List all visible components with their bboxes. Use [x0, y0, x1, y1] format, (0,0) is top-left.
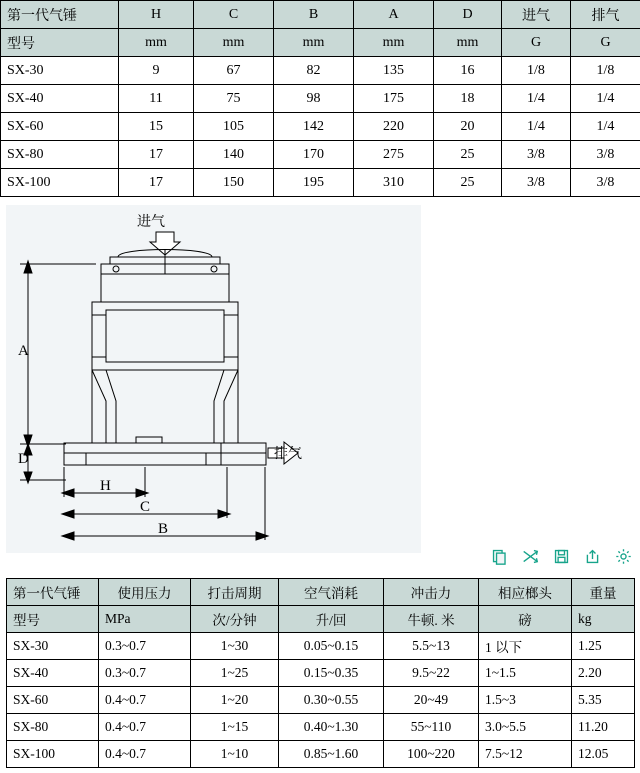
- table-cell: 16: [434, 57, 502, 85]
- table-cell: SX-80: [7, 714, 99, 741]
- table-cell: 0.30~0.55: [279, 687, 384, 714]
- table-cell: SX-30: [1, 57, 119, 85]
- table-cell: 0.40~1.30: [279, 714, 384, 741]
- table-cell: 1/8: [502, 57, 571, 85]
- table-cell: 105: [194, 113, 274, 141]
- table-cell: 17: [119, 169, 194, 197]
- table-cell: 310: [354, 169, 434, 197]
- table-cell: 3/8: [571, 141, 640, 169]
- header-cell: 第一代气锤: [1, 1, 119, 29]
- table-cell: 195: [274, 169, 354, 197]
- header-cell: mm: [274, 29, 354, 57]
- table-row: [7, 714, 635, 741]
- diagram-dim-h: H: [100, 478, 111, 494]
- header-cell: 使用压力: [99, 579, 191, 606]
- header-cell: mm: [354, 29, 434, 57]
- header-cell: mm: [194, 29, 274, 57]
- table-cell: 9: [119, 57, 194, 85]
- table-cell: 5.35: [572, 687, 635, 714]
- table-cell: 12.05: [572, 741, 635, 768]
- header-cell: 升/回: [279, 606, 384, 633]
- header-cell: H: [119, 1, 194, 29]
- table-cell: SX-30: [7, 633, 99, 660]
- table-cell: 25: [434, 141, 502, 169]
- table-cell: SX-100: [1, 169, 119, 197]
- table-cell: SX-100: [7, 741, 99, 768]
- table-cell: SX-60: [1, 113, 119, 141]
- table-cell: 0.4~0.7: [99, 687, 191, 714]
- product-dimension-diagram: [6, 205, 421, 553]
- toolbar: [491, 548, 632, 565]
- header-cell: 进气: [502, 1, 571, 29]
- table-cell: 1.5~3: [479, 687, 572, 714]
- settings-icon[interactable]: [615, 548, 632, 565]
- diagram-dim-a: A: [18, 343, 29, 359]
- table-cell: 3/8: [502, 141, 571, 169]
- table-subheader-row: [1, 29, 640, 57]
- table-cell: 175: [354, 85, 434, 113]
- header-cell: mm: [434, 29, 502, 57]
- table-cell: 1/4: [502, 85, 571, 113]
- table-cell: 3/8: [502, 169, 571, 197]
- table-cell: 3/8: [571, 169, 640, 197]
- header-cell: 次/分钟: [191, 606, 279, 633]
- table-cell: 1~10: [191, 741, 279, 768]
- header-cell: 牛顿. 米: [384, 606, 479, 633]
- table-cell: 75: [194, 85, 274, 113]
- diagram-label-inlet: 进气: [137, 215, 165, 230]
- table-cell: 98: [274, 85, 354, 113]
- table-cell: 140: [194, 141, 274, 169]
- header-cell: G: [502, 29, 571, 57]
- table-cell: 1/8: [571, 57, 640, 85]
- table-cell: SX-60: [7, 687, 99, 714]
- table-row: [1, 85, 640, 113]
- table-cell: 15: [119, 113, 194, 141]
- table-header-row: [1, 1, 640, 29]
- copy-icon[interactable]: [491, 548, 508, 565]
- table-cell: 9.5~22: [384, 660, 479, 687]
- table-cell: 20: [434, 113, 502, 141]
- table-cell: 0.15~0.35: [279, 660, 384, 687]
- header-cell: 型号: [7, 606, 99, 633]
- table-cell: 0.85~1.60: [279, 741, 384, 768]
- table-cell: SX-40: [7, 660, 99, 687]
- table-cell: 1~1.5: [479, 660, 572, 687]
- header-cell: 型号: [1, 29, 119, 57]
- table-cell: 11.20: [572, 714, 635, 741]
- header-cell: D: [434, 1, 502, 29]
- table-cell: 142: [274, 113, 354, 141]
- diagram-dim-d: D: [18, 451, 29, 467]
- table-cell: 0.05~0.15: [279, 633, 384, 660]
- table-cell: 135: [354, 57, 434, 85]
- table-cell: 1~20: [191, 687, 279, 714]
- table-row: [1, 141, 640, 169]
- header-cell: B: [274, 1, 354, 29]
- table-cell: 17: [119, 141, 194, 169]
- header-cell: C: [194, 1, 274, 29]
- table-header-row: [7, 579, 635, 606]
- header-cell: 磅: [479, 606, 572, 633]
- header-cell: kg: [572, 606, 635, 633]
- table-row: [1, 57, 640, 85]
- table-row: [1, 169, 640, 197]
- diagram-label-outlet: 排气: [274, 447, 302, 462]
- table-cell: 3.0~5.5: [479, 714, 572, 741]
- table-cell: 18: [434, 85, 502, 113]
- table-cell: 150: [194, 169, 274, 197]
- table-cell: 0.4~0.7: [99, 714, 191, 741]
- table-cell: 1/4: [502, 113, 571, 141]
- table-subheader-row: [7, 606, 635, 633]
- table-cell: 7.5~12: [479, 741, 572, 768]
- diagram-dim-c: C: [140, 499, 151, 515]
- table-row: [7, 660, 635, 687]
- table-cell: 100~220: [384, 741, 479, 768]
- table-cell: 20~49: [384, 687, 479, 714]
- save-icon[interactable]: [553, 548, 570, 565]
- bottom-spec-table: [6, 578, 635, 768]
- table-cell: 1~30: [191, 633, 279, 660]
- table-cell: 1/4: [571, 85, 640, 113]
- table-cell: 5.5~13: [384, 633, 479, 660]
- header-cell: A: [354, 1, 434, 29]
- header-cell: G: [571, 29, 640, 57]
- table-cell: 1~25: [191, 660, 279, 687]
- table-cell: 275: [354, 141, 434, 169]
- table-cell: 82: [274, 57, 354, 85]
- table-cell: 170: [274, 141, 354, 169]
- table-row: [7, 741, 635, 768]
- table-cell: SX-80: [1, 141, 119, 169]
- table-row: [7, 633, 635, 660]
- share-icon[interactable]: [584, 548, 601, 565]
- table-cell: 11: [119, 85, 194, 113]
- header-cell: 冲击力: [384, 579, 479, 606]
- table-cell: 2.20: [572, 660, 635, 687]
- table-cell: 1/4: [571, 113, 640, 141]
- table-cell: 55~110: [384, 714, 479, 741]
- header-cell: 空气消耗: [279, 579, 384, 606]
- table-row: [1, 113, 640, 141]
- table-cell: 0.4~0.7: [99, 741, 191, 768]
- table-cell: 25: [434, 169, 502, 197]
- header-cell: 排气: [571, 1, 640, 29]
- table-cell: 220: [354, 113, 434, 141]
- table-cell: 0.3~0.7: [99, 633, 191, 660]
- table-cell: 0.3~0.7: [99, 660, 191, 687]
- table-cell: 67: [194, 57, 274, 85]
- table-cell: 1.25: [572, 633, 635, 660]
- table-cell: 1~15: [191, 714, 279, 741]
- table-cell: SX-40: [1, 85, 119, 113]
- table-row: [7, 687, 635, 714]
- table-cell: 1 以下: [479, 633, 572, 660]
- shuffle-icon[interactable]: [522, 548, 539, 565]
- header-cell: 相应榔头: [479, 579, 572, 606]
- header-cell: 重量: [572, 579, 635, 606]
- header-cell: 第一代气锤: [7, 579, 99, 606]
- header-cell: mm: [119, 29, 194, 57]
- diagram-dim-b: B: [158, 521, 169, 537]
- top-spec-table: [0, 0, 640, 197]
- header-cell: 打击周期: [191, 579, 279, 606]
- header-cell: MPa: [99, 606, 191, 633]
